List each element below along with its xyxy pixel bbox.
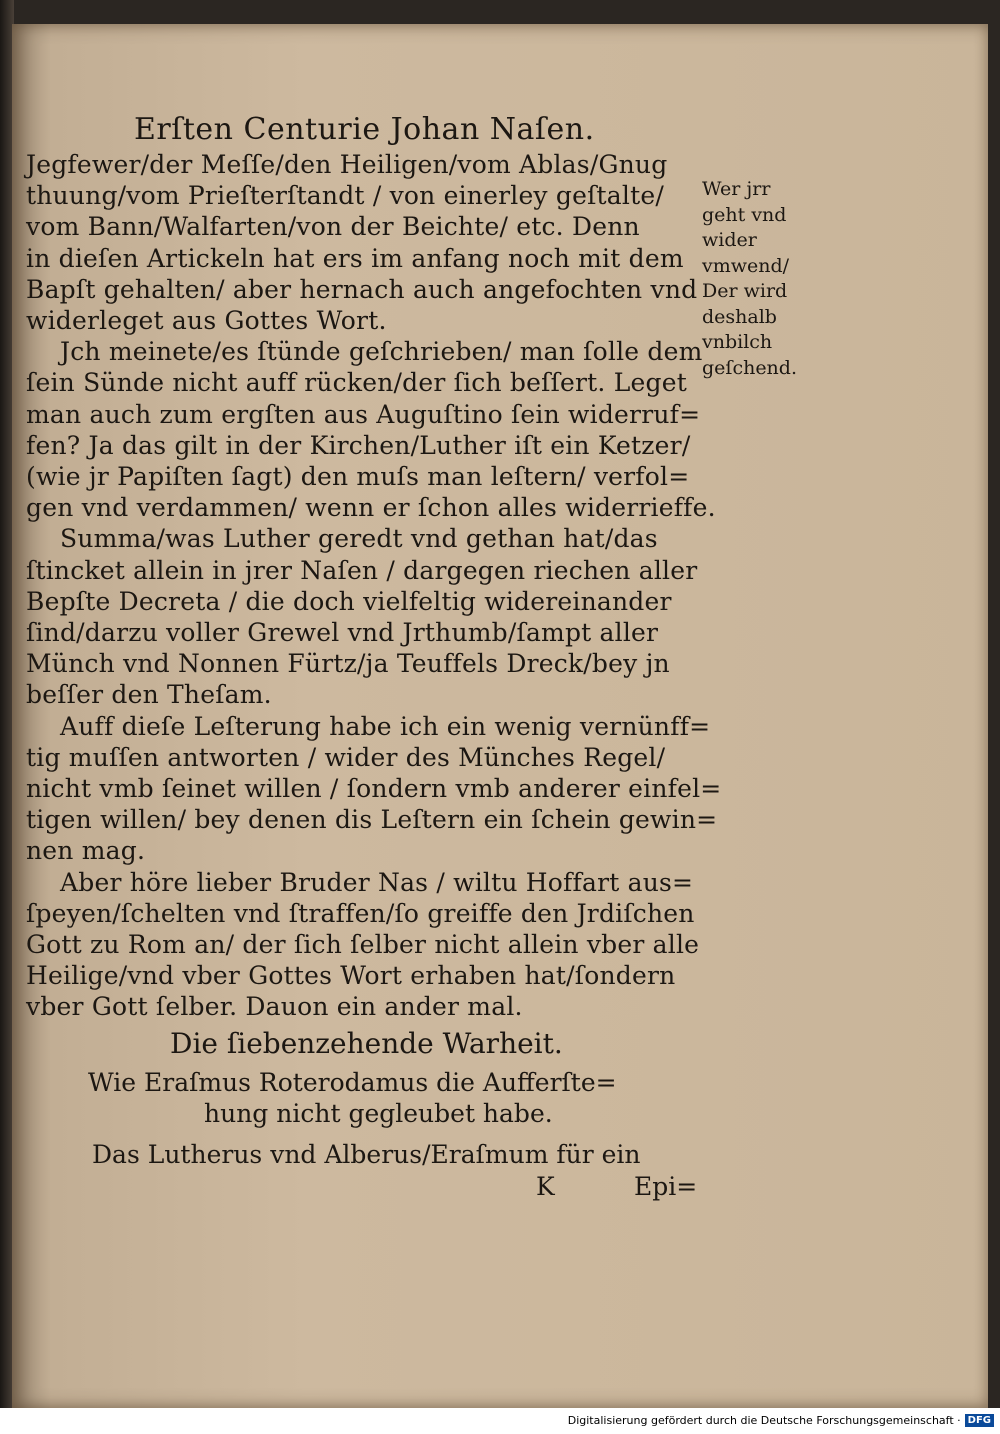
body-line: nicht vmb ſeinet willen / ſondern vmb anderer einfel= bbox=[26, 774, 722, 803]
body-line: tig muſſen antworten / wider des Münches Regel/ bbox=[26, 742, 666, 772]
marginal-note-line: geſchend. bbox=[702, 356, 797, 379]
body-line: Heilige/vnd vber Gottes Wort erhaben hat/ſondern bbox=[26, 961, 676, 991]
marginal-note-line: Der wird bbox=[702, 280, 788, 302]
funding-footer bbox=[568, 1410, 994, 1430]
marginal-note-line: Wer jrr bbox=[702, 178, 771, 200]
marginal-note-line: geht vnd bbox=[702, 203, 787, 226]
section-subheading-line2: hung nicht gegleubet habe. bbox=[204, 1099, 553, 1128]
body-line: Jegfewer/der Meſſe/den Heiligen/vom Ablas/Gnug bbox=[26, 150, 668, 179]
body-line: (wie jr Papiſten ſagt) den muſs man leſtern/ verfol= bbox=[26, 462, 690, 491]
body-line: in dieſen Artickeln hat ers im anfang noch mit dem bbox=[26, 243, 684, 273]
body-line: ſind/darzu voller Grewel vnd Jrthumb/ſampt aller bbox=[26, 618, 659, 647]
section-heading: Die ſiebenzehende Warheit. bbox=[170, 1027, 563, 1060]
section-subheading-line1: Wie Eraſmus Roterodamus die Aufferſte= bbox=[88, 1068, 617, 1097]
body-line: vom Bann/Walfarten/von der Beichte/ etc. Denn bbox=[26, 212, 640, 242]
body-line: fen? Ja das gilt in der Kirchen/Luther iſt ein Ketzer/ bbox=[26, 430, 691, 460]
body-line: Jch meinete/es ſtünde geſchrieben/ man ſolle dem bbox=[60, 337, 703, 367]
body-line: Bepſte Decreta / die doch vielfeltig widereinander bbox=[26, 586, 672, 616]
body-line: widerleget aus Gottes Wort. bbox=[26, 306, 387, 335]
closing-line: Das Lutherus vnd Alberus/Eraſmum für ein bbox=[92, 1140, 641, 1169]
dfg-logo-icon: DFG bbox=[965, 1414, 994, 1427]
body-line: thuung/vom Prieſterſtandt / von einerley geſtalte/ bbox=[26, 181, 664, 211]
body-line: Aber höre lieber Bruder Nas / wiltu Hoffart aus= bbox=[60, 867, 694, 897]
body-line: nen mag. bbox=[26, 836, 146, 866]
body-line: tigen willen/ bey denen dis Leſtern ein ſchein gewin= bbox=[26, 805, 718, 835]
body-line: man auch zum ergſten aus Auguſtino ſein widerruf= bbox=[26, 399, 701, 429]
body-line: ſtincket allein in jrer Naſen / dargegen riechen aller bbox=[26, 555, 698, 585]
signature-mark: K bbox=[536, 1172, 555, 1201]
body-line: beſſer den Theſam. bbox=[26, 680, 272, 710]
body-line: Bapſt gehalten/ aber hernach auch angefochten vnd bbox=[26, 274, 698, 304]
body-line: ſein Sünde nicht auff rücken/der ſich beſſert. Leget bbox=[26, 368, 687, 398]
body-line: Gott zu Rom an/ der ſich ſelber nicht allein vber alle bbox=[26, 930, 700, 959]
body-line: gen vnd verdammen/ wenn er ſchon alles widerrieffe. bbox=[26, 493, 716, 523]
body-line: ſpeyen/ſchelten vnd ſtraffen/ſo greiffe den Jrdiſchen bbox=[26, 898, 695, 928]
body-line: Auff dieſe Leſterung habe ich ein wenig vernünff= bbox=[60, 711, 711, 741]
marginal-note-line: deshalb bbox=[702, 305, 777, 328]
marginal-note-line: vmwend/ bbox=[702, 254, 790, 277]
marginal-note-line: wider bbox=[702, 229, 757, 251]
running-header: Erſten Centurie Johan Naſen. bbox=[134, 112, 595, 147]
body-line: Summa/was Luther geredt vnd gethan hat/das bbox=[60, 524, 658, 554]
body-line: vber Gott ſelber. Dauon ein ander mal. bbox=[26, 992, 523, 1022]
marginal-note-line: vnbilch bbox=[702, 331, 773, 353]
catchword: Epi= bbox=[634, 1172, 698, 1201]
body-line: Münch vnd Nonnen Fürtz/ja Teuffels Dreck/bey jn bbox=[26, 649, 670, 679]
footer-text: Digitalisierung gefördert durch die Deutsche Forschungsgemeinschaft · bbox=[567, 1413, 961, 1427]
